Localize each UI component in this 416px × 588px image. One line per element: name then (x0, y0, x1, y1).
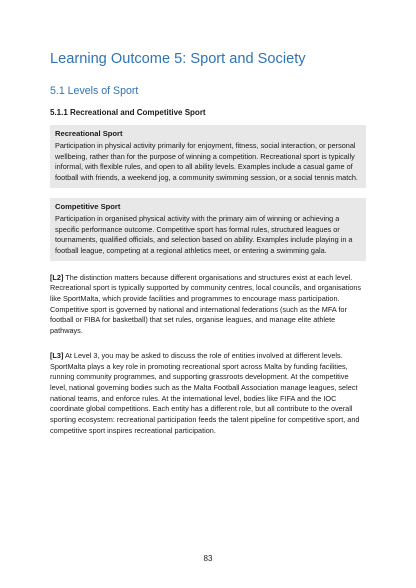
paragraph-level-2 (50, 273, 366, 337)
paragraph-level-3 (50, 351, 366, 437)
level-tag: [L2] (50, 272, 64, 282)
chapter-heading: Learning Outcome 5: Sport and Society (50, 51, 306, 67)
definition-box-recreational (50, 125, 366, 188)
definition-title: Recreational Sport (55, 129, 123, 138)
definition-title: Competitive Sport (55, 201, 121, 211)
definition-body: Participation in organised physical activity with the primary aim of winning or achieving a specific performance outcome. Competitive sport has formal rules, structured leagues or tournaments, qualified officials, and selection based on ability. Examples include playing in a football league, competing at a regional athletics meet, or entering a swimming gala. (55, 213, 353, 255)
document-page (50, 50, 366, 436)
level-tag: [L3] (50, 350, 64, 360)
page-number: 83 (203, 554, 213, 563)
definition-body: Participation in physical activity primarily for enjoyment, fitness, social interaction, or personal wellbeing, rather than for the purpose of winning a competition. Recreational sport is typically informal, with flexible rules, and open to all ability levels. Examples include a casual game of football with friends, a weekend jog, a community swimming session, or a social tennis match. (55, 141, 358, 183)
subsection-heading: 5.1.1 Recreational and Competitive Sport (50, 108, 206, 117)
paragraph-text: At Level 3, you may be asked to discuss the role of entities involved at different levels. SportMalta plays a key role in promoting recreational sport across Malta by funding facilities, running community programmes, and supporting grassroots development. At the competitive level, national governing bodies such as the Malta Football Association manage leagues, select national teams, and enforce rules. At the international level, bodies like FIFA and the IOC coordinate global competitions. Each entity has a different role, but all contribute to the overall sporting ecosystem: recreational participation feeds the talent pipeline for competitive sport, and competitive sport inspires recreational participation. (50, 350, 360, 435)
section-heading: 5.1 Levels of Sport (50, 85, 139, 97)
definition-box-competitive (50, 198, 366, 261)
paragraph-text: The distinction matters because different organisations and structures exist at each level. Recreational sport is typically supported by community centres, local councils, and organisations like SportMalta, which provide facilities and programmes to encourage mass participation. Competitive sport is governed by national and international federations (such as the MFA for football or FIBA for basketball) that set rules, organise leagues, and manage elite athlete pathways. (50, 272, 362, 336)
